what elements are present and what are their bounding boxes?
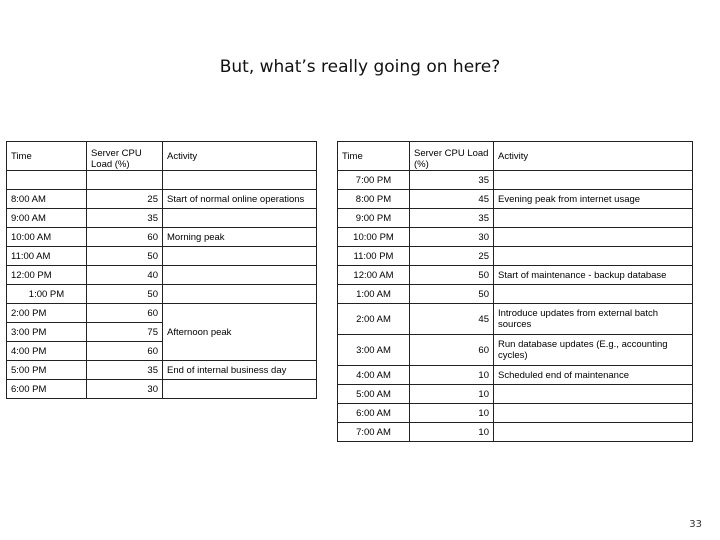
time-cell: 9:00 PM (338, 209, 410, 228)
time-cell: 6:00 AM (338, 404, 410, 423)
time-cell: 10:00 AM (7, 228, 87, 247)
table-row (338, 266, 693, 285)
load-cell: 50 (87, 285, 163, 304)
load-cell: 50 (87, 247, 163, 266)
time-cell: 8:00 AM (7, 190, 87, 209)
activity-cell: Afternoon peak (163, 304, 317, 361)
load-cell: 50 (410, 266, 494, 285)
table-row (7, 209, 317, 228)
time-cell: 12:00 AM (338, 266, 410, 285)
table-row (338, 209, 693, 228)
slide-title: But, what’s really going on here? (219, 57, 501, 77)
table-row (338, 366, 693, 385)
time-cell: 9:00 AM (7, 209, 87, 228)
activity-cell (494, 404, 693, 423)
load-cell: 30 (410, 228, 494, 247)
activity-cell: Evening peak from internet usage (494, 190, 693, 209)
load-cell: 10 (410, 366, 494, 385)
table-row (7, 247, 317, 266)
load-cell: 30 (87, 380, 163, 399)
time-cell: 8:00 PM (338, 190, 410, 209)
time-cell: 4:00 PM (7, 342, 87, 361)
activity-cell (163, 285, 317, 304)
time-cell: 7:00 AM (338, 423, 410, 442)
load-cell: 75 (87, 323, 163, 342)
cpu-load-table-day (6, 141, 317, 399)
table-row (338, 247, 693, 266)
activity-cell (163, 266, 317, 285)
load-cell: 35 (410, 209, 494, 228)
time-cell: 4:00 AM (338, 366, 410, 385)
load-cell: 10 (410, 423, 494, 442)
table-row (7, 190, 317, 209)
table-row (7, 304, 317, 323)
activity-cell (494, 209, 693, 228)
activity-cell: End of internal business day (163, 361, 317, 380)
load-cell: 10 (410, 385, 494, 404)
time-cell: 7:00 PM (338, 171, 410, 190)
table-header-row (7, 142, 317, 171)
time-cell: 2:00 PM (7, 304, 87, 323)
load-cell (87, 171, 163, 190)
header-time: Time (7, 142, 87, 171)
time-cell: 3:00 PM (7, 323, 87, 342)
activity-cell (163, 209, 317, 228)
load-cell: 25 (87, 190, 163, 209)
time-cell: 12:00 PM (7, 266, 87, 285)
header-activity: Activity (494, 142, 693, 171)
header-time: Time (338, 142, 410, 171)
activity-cell (163, 171, 317, 190)
activity-cell (163, 380, 317, 399)
activity-cell (494, 228, 693, 247)
load-cell: 45 (410, 190, 494, 209)
load-cell: 60 (410, 335, 494, 366)
header-cpu-load: Server CPU Load (%) (87, 142, 163, 171)
activity-cell (494, 385, 693, 404)
cpu-load-table-night (337, 141, 693, 442)
table-header-row (338, 142, 693, 171)
activity-cell (163, 247, 317, 266)
table-row (7, 380, 317, 399)
activity-cell (494, 423, 693, 442)
load-cell: 40 (87, 266, 163, 285)
header-activity: Activity (163, 142, 317, 171)
time-cell (7, 171, 87, 190)
time-cell: 3:00 AM (338, 335, 410, 366)
table-row (338, 304, 693, 335)
table-row (338, 171, 693, 190)
load-cell: 35 (87, 361, 163, 380)
table-row (7, 228, 317, 247)
table-row (338, 228, 693, 247)
activity-cell: Morning peak (163, 228, 317, 247)
time-cell: 1:00 PM (7, 285, 87, 304)
table-row (338, 404, 693, 423)
time-cell: 11:00 PM (338, 247, 410, 266)
load-cell: 35 (410, 171, 494, 190)
load-cell: 10 (410, 404, 494, 423)
load-cell: 50 (410, 285, 494, 304)
table-row (7, 171, 317, 190)
table-row (7, 285, 317, 304)
time-cell: 2:00 AM (338, 304, 410, 335)
activity-cell (494, 171, 693, 190)
load-cell: 60 (87, 228, 163, 247)
time-cell: 10:00 PM (338, 228, 410, 247)
load-cell: 60 (87, 342, 163, 361)
activity-cell: Introduce updates from external batch sources (494, 304, 693, 335)
time-cell: 6:00 PM (7, 380, 87, 399)
time-cell: 5:00 PM (7, 361, 87, 380)
table-row (338, 285, 693, 304)
header-cpu-load: Server CPU Load (%) (410, 142, 494, 171)
activity-cell: Scheduled end of maintenance (494, 366, 693, 385)
load-cell: 35 (87, 209, 163, 228)
load-cell: 45 (410, 304, 494, 335)
activity-cell (494, 247, 693, 266)
table-row (7, 266, 317, 285)
time-cell: 11:00 AM (7, 247, 87, 266)
load-cell: 60 (87, 304, 163, 323)
activity-cell (494, 285, 693, 304)
time-cell: 5:00 AM (338, 385, 410, 404)
table-row (338, 190, 693, 209)
activity-cell: Start of normal online operations (163, 190, 317, 209)
table-row (7, 361, 317, 380)
activity-cell: Run database updates (E.g., accounting cycles) (494, 335, 693, 366)
page-number: 33 (689, 519, 702, 530)
table-row (338, 423, 693, 442)
load-cell: 25 (410, 247, 494, 266)
time-cell: 1:00 AM (338, 285, 410, 304)
table-row (338, 335, 693, 366)
activity-cell: Start of maintenance - backup database (494, 266, 693, 285)
table-row (338, 385, 693, 404)
